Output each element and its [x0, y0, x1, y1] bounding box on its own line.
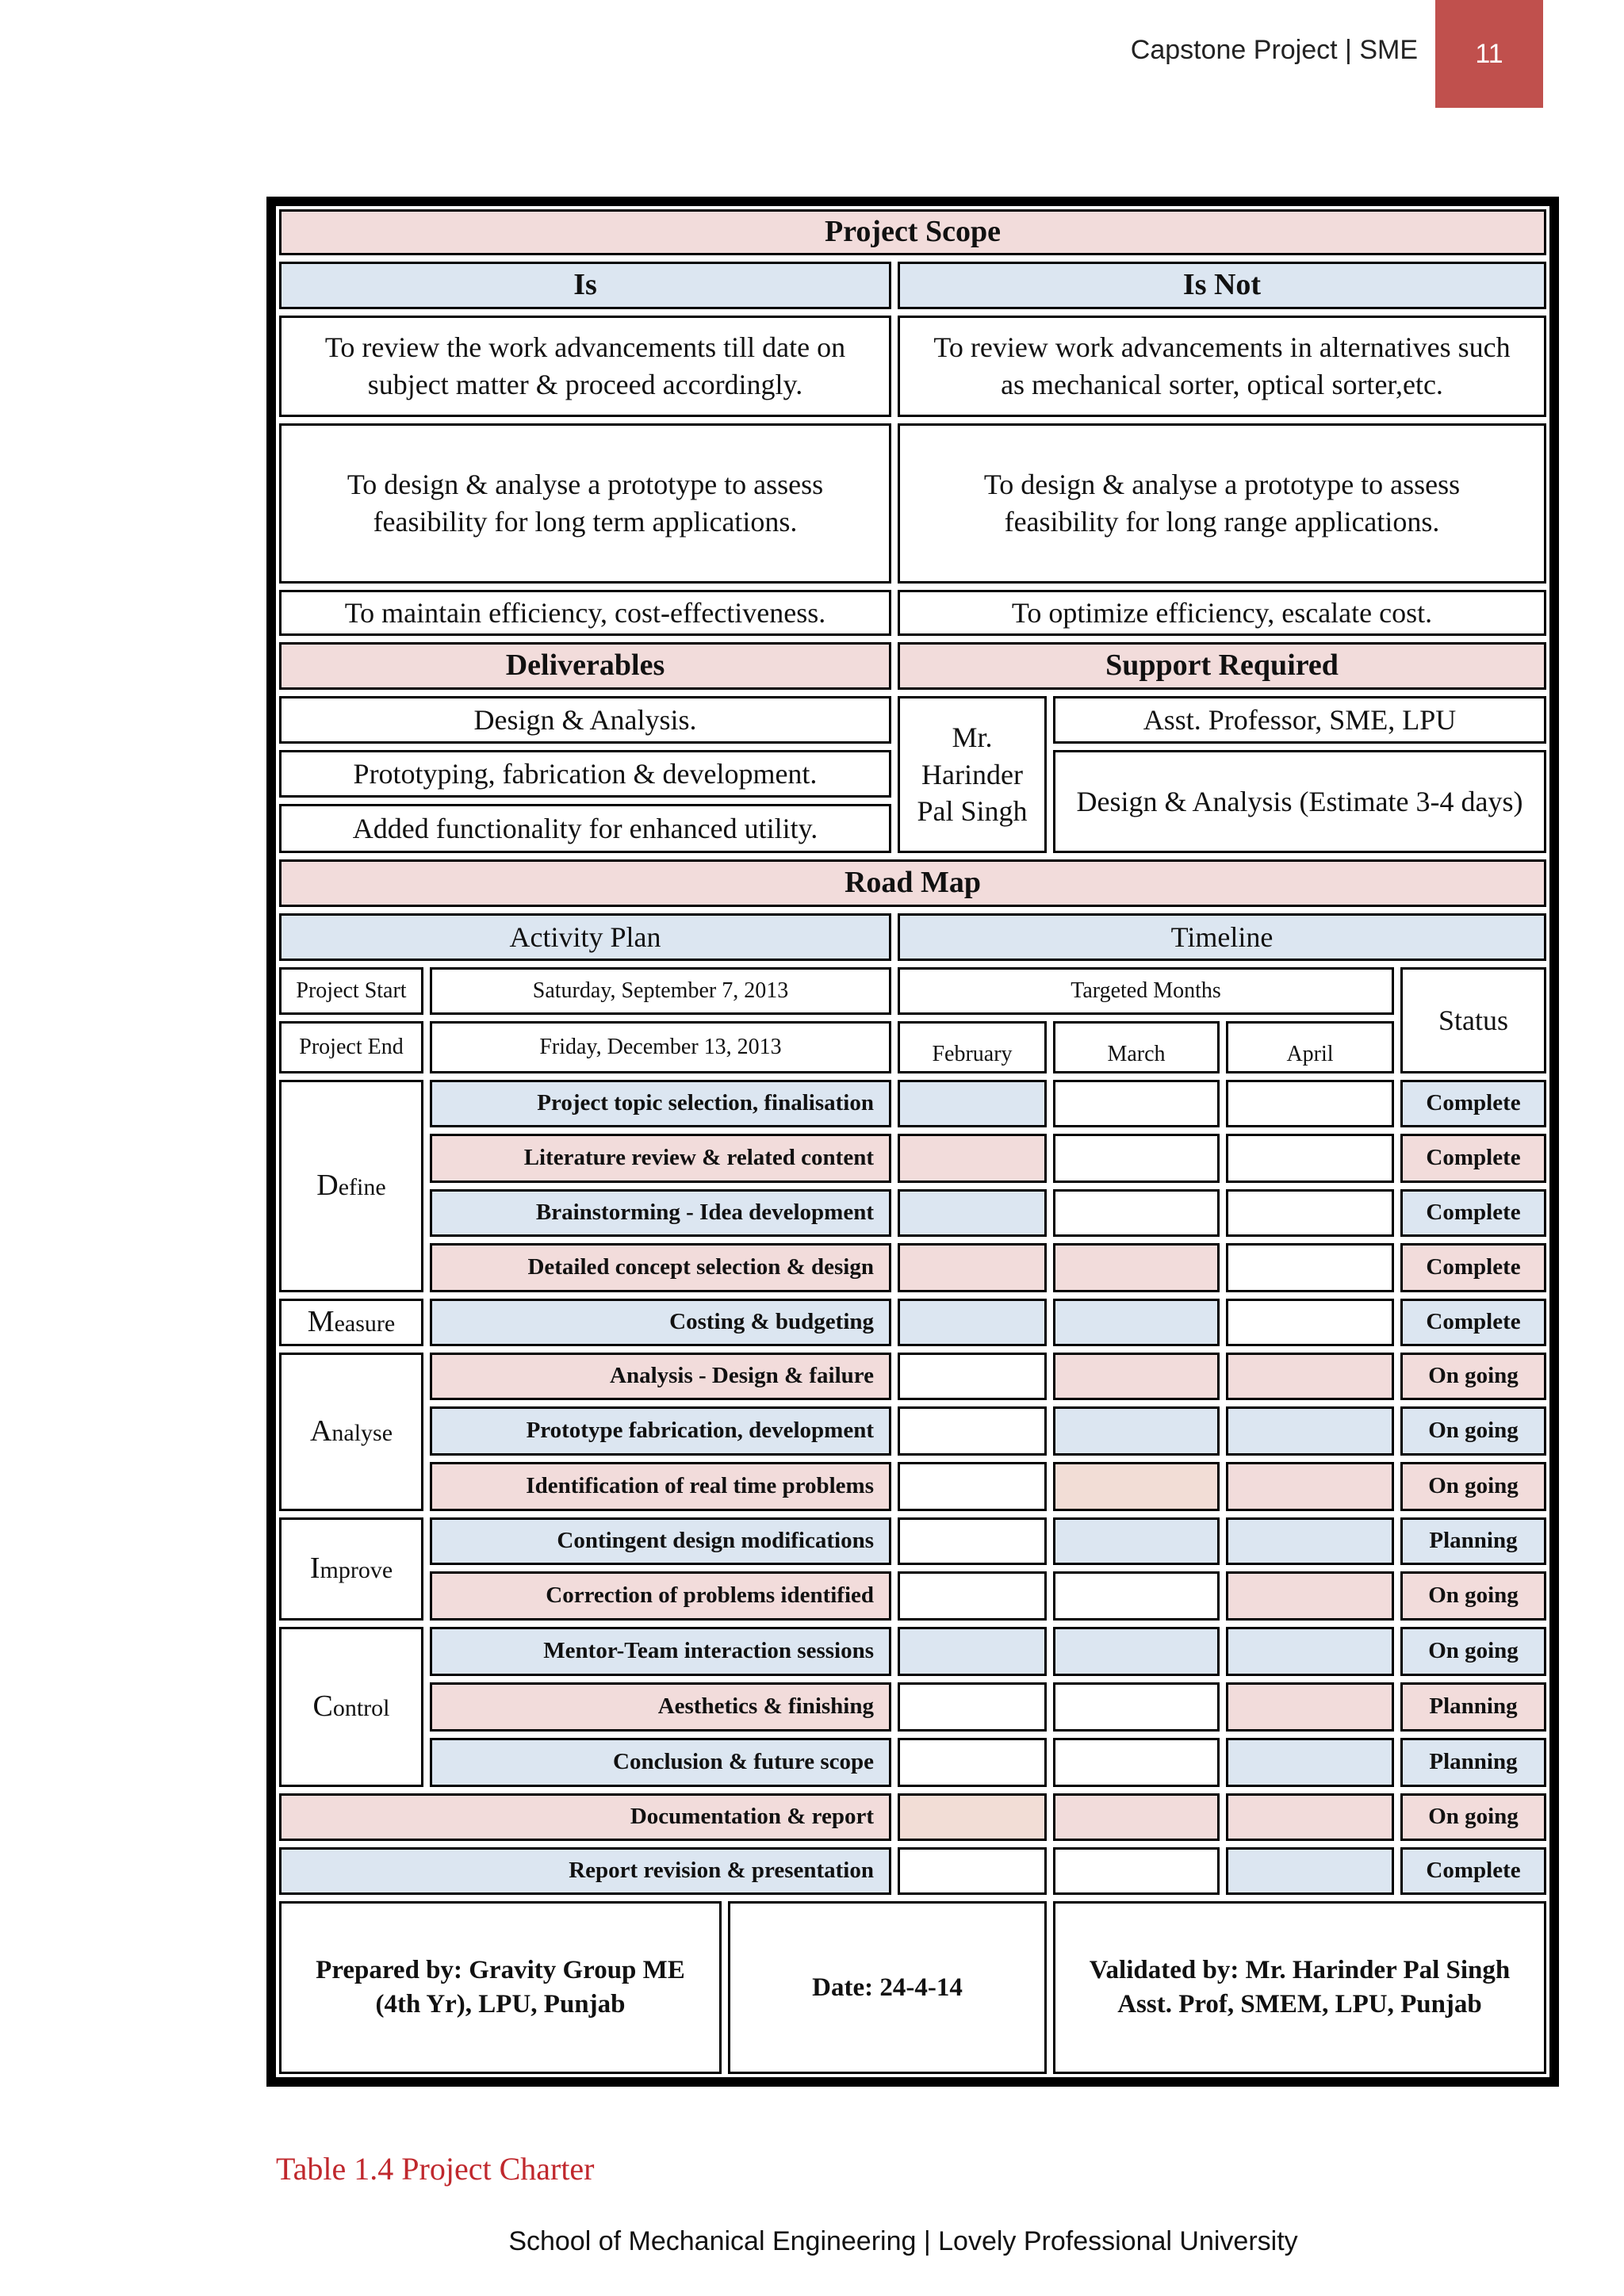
timeline-cell-mar: [1050, 1679, 1223, 1735]
activity-cell: Analysis - Design & failure: [427, 1349, 894, 1403]
activity-cell: Prototype fabrication, development: [427, 1403, 894, 1459]
timeline-cell-mar: [1050, 1349, 1223, 1403]
timeline-cell-feb: [894, 1077, 1050, 1131]
activity-plan-heading: Activity Plan: [276, 910, 894, 964]
support-task: Design & Analysis (Estimate 3-4 days): [1050, 747, 1549, 856]
scope-is-not-3: To optimize efficiency, escalate cost.: [894, 587, 1549, 639]
project-scope-heading: Project Scope: [276, 206, 1549, 258]
timeline-cell-feb: [894, 1403, 1050, 1459]
activity-cell: Correction of problems identified: [427, 1568, 894, 1624]
timeline-cell-feb: [894, 1459, 1050, 1514]
status-cell: Complete: [1397, 1295, 1549, 1349]
phase-analyse: Analyse: [276, 1349, 427, 1514]
timeline-cell-apr: [1223, 1403, 1397, 1459]
month-february: February: [894, 1018, 1050, 1077]
status-cell: Complete: [1397, 1077, 1549, 1131]
activity-cell: Conclusion & future scope: [427, 1735, 894, 1790]
timeline-cell-apr: [1223, 1790, 1397, 1844]
status-cell: On going: [1397, 1459, 1549, 1514]
support-person: Mr. Harinder Pal Singh: [894, 693, 1050, 856]
deliverable-item-2: Prototyping, fabrication & development.: [276, 747, 894, 801]
timeline-cell-mar: [1050, 1514, 1223, 1568]
timeline-cell-apr: [1223, 1186, 1397, 1240]
timeline-cell-apr: [1223, 1295, 1397, 1349]
timeline-cell-feb: [894, 1240, 1050, 1295]
timeline-cell-apr: [1223, 1514, 1397, 1568]
timeline-cell-mar: [1050, 1186, 1223, 1240]
status-cell: Complete: [1397, 1844, 1549, 1898]
timeline-cell-feb: [894, 1844, 1050, 1898]
deliverable-item-1: Design & Analysis.: [276, 693, 894, 747]
status-cell: Complete: [1397, 1186, 1549, 1240]
timeline-heading: Timeline: [894, 910, 1549, 964]
timeline-cell-mar: [1050, 1295, 1223, 1349]
timeline-cell-mar: [1050, 1568, 1223, 1624]
timeline-cell-apr: [1223, 1624, 1397, 1679]
timeline-cell-feb: [894, 1790, 1050, 1844]
timeline-cell-mar: [1050, 1624, 1223, 1679]
support-required-heading: Support Required: [894, 639, 1549, 693]
scope-is-3: To maintain efficiency, cost-effectiveness.: [276, 587, 894, 639]
activity-cell: Literature review & related content: [427, 1131, 894, 1186]
activity-cell: Costing & budgeting: [427, 1295, 894, 1349]
timeline-cell-apr: [1223, 1349, 1397, 1403]
page-number: 11: [1435, 0, 1543, 108]
targeted-months-heading: Targeted Months: [894, 964, 1397, 1018]
activity-cell: Documentation & report: [276, 1790, 894, 1844]
page-footer: School of Mechanical Engineering | Lovely Professional University: [508, 2226, 1298, 2256]
status-cell: Planning: [1397, 1514, 1549, 1568]
status-cell: Planning: [1397, 1735, 1549, 1790]
timeline-cell-apr: [1223, 1568, 1397, 1624]
activity-cell: Aesthetics & finishing: [427, 1679, 894, 1735]
timeline-cell-feb: [894, 1735, 1050, 1790]
timeline-cell-mar: [1050, 1077, 1223, 1131]
timeline-cell-mar: [1050, 1459, 1223, 1514]
status-cell: Complete: [1397, 1240, 1549, 1295]
timeline-cell-feb: [894, 1131, 1050, 1186]
validated-by: Validated by: Mr. Harinder Pal Singh Asst. Prof, SMEM, LPU, Punjab: [1050, 1898, 1549, 2077]
scope-is-not-1: To review work advancements in alternatives such as mechanical sorter, optical sorter,etc.: [894, 312, 1549, 420]
timeline-cell-mar: [1050, 1403, 1223, 1459]
status-cell: On going: [1397, 1568, 1549, 1624]
activity-cell: Project topic selection, finalisation: [427, 1077, 894, 1131]
timeline-cell-apr: [1223, 1131, 1397, 1186]
project-end-date: Friday, December 13, 2013: [427, 1018, 894, 1077]
is-heading: Is: [276, 258, 894, 312]
phase-measure: Measure: [276, 1295, 427, 1349]
timeline-cell-apr: [1223, 1735, 1397, 1790]
timeline-cell-feb: [894, 1568, 1050, 1624]
support-role: Asst. Professor, SME, LPU: [1050, 693, 1549, 747]
road-map-heading: Road Map: [276, 856, 1549, 910]
month-march: March: [1050, 1018, 1223, 1077]
scope-is-2: To design & analyse a prototype to assess feasibility for long term applications.: [276, 420, 894, 587]
scope-is-not-2: To design & analyse a prototype to assess feasibility for long range applications.: [894, 420, 1549, 587]
timeline-cell-mar: [1050, 1844, 1223, 1898]
charter-date: Date: 24-4-14: [725, 1898, 1050, 2077]
project-start-label: Project Start: [276, 964, 427, 1018]
timeline-cell-apr: [1223, 1240, 1397, 1295]
timeline-cell-apr: [1223, 1679, 1397, 1735]
activity-cell: Contingent design modifications: [427, 1514, 894, 1568]
activity-cell: Detailed concept selection & design: [427, 1240, 894, 1295]
running-header-title: Capstone Project | SME: [1130, 35, 1418, 65]
timeline-cell-apr: [1223, 1459, 1397, 1514]
status-cell: On going: [1397, 1349, 1549, 1403]
is-not-heading: Is Not: [894, 258, 1549, 312]
timeline-cell-mar: [1050, 1240, 1223, 1295]
phase-control: Control: [276, 1624, 427, 1790]
phase-define: Define: [276, 1077, 427, 1295]
activity-cell: Identification of real time problems: [427, 1459, 894, 1514]
month-april: April: [1223, 1018, 1397, 1077]
timeline-cell-mar: [1050, 1131, 1223, 1186]
deliverables-heading: Deliverables: [276, 639, 894, 693]
timeline-cell-feb: [894, 1624, 1050, 1679]
timeline-cell-feb: [894, 1186, 1050, 1240]
status-cell: On going: [1397, 1403, 1549, 1459]
status-cell: Complete: [1397, 1131, 1549, 1186]
timeline-cell-mar: [1050, 1735, 1223, 1790]
scope-is-1: To review the work advancements till date on subject matter & proceed accordingly.: [276, 312, 894, 420]
timeline-cell-feb: [894, 1349, 1050, 1403]
project-start-date: Saturday, September 7, 2013: [427, 964, 894, 1018]
activity-cell: Mentor-Team interaction sessions: [427, 1624, 894, 1679]
timeline-cell-mar: [1050, 1790, 1223, 1844]
activity-cell: Report revision & presentation: [276, 1844, 894, 1898]
timeline-cell-apr: [1223, 1077, 1397, 1131]
status-cell: On going: [1397, 1790, 1549, 1844]
prepared-by: Prepared by: Gravity Group ME (4th Yr), LPU, Punjab: [276, 1898, 725, 2077]
timeline-cell-feb: [894, 1295, 1050, 1349]
timeline-cell-feb: [894, 1679, 1050, 1735]
status-cell: Planning: [1397, 1679, 1549, 1735]
deliverable-item-3: Added functionality for enhanced utility.: [276, 801, 894, 856]
phase-improve: Improve: [276, 1514, 427, 1624]
project-end-label: Project End: [276, 1018, 427, 1077]
activity-cell: Brainstorming - Idea development: [427, 1186, 894, 1240]
timeline-cell-apr: [1223, 1844, 1397, 1898]
timeline-cell-feb: [894, 1514, 1050, 1568]
status-heading: Status: [1397, 964, 1549, 1077]
status-cell: On going: [1397, 1624, 1549, 1679]
table-caption: Table 1.4 Project Charter: [276, 2151, 595, 2187]
